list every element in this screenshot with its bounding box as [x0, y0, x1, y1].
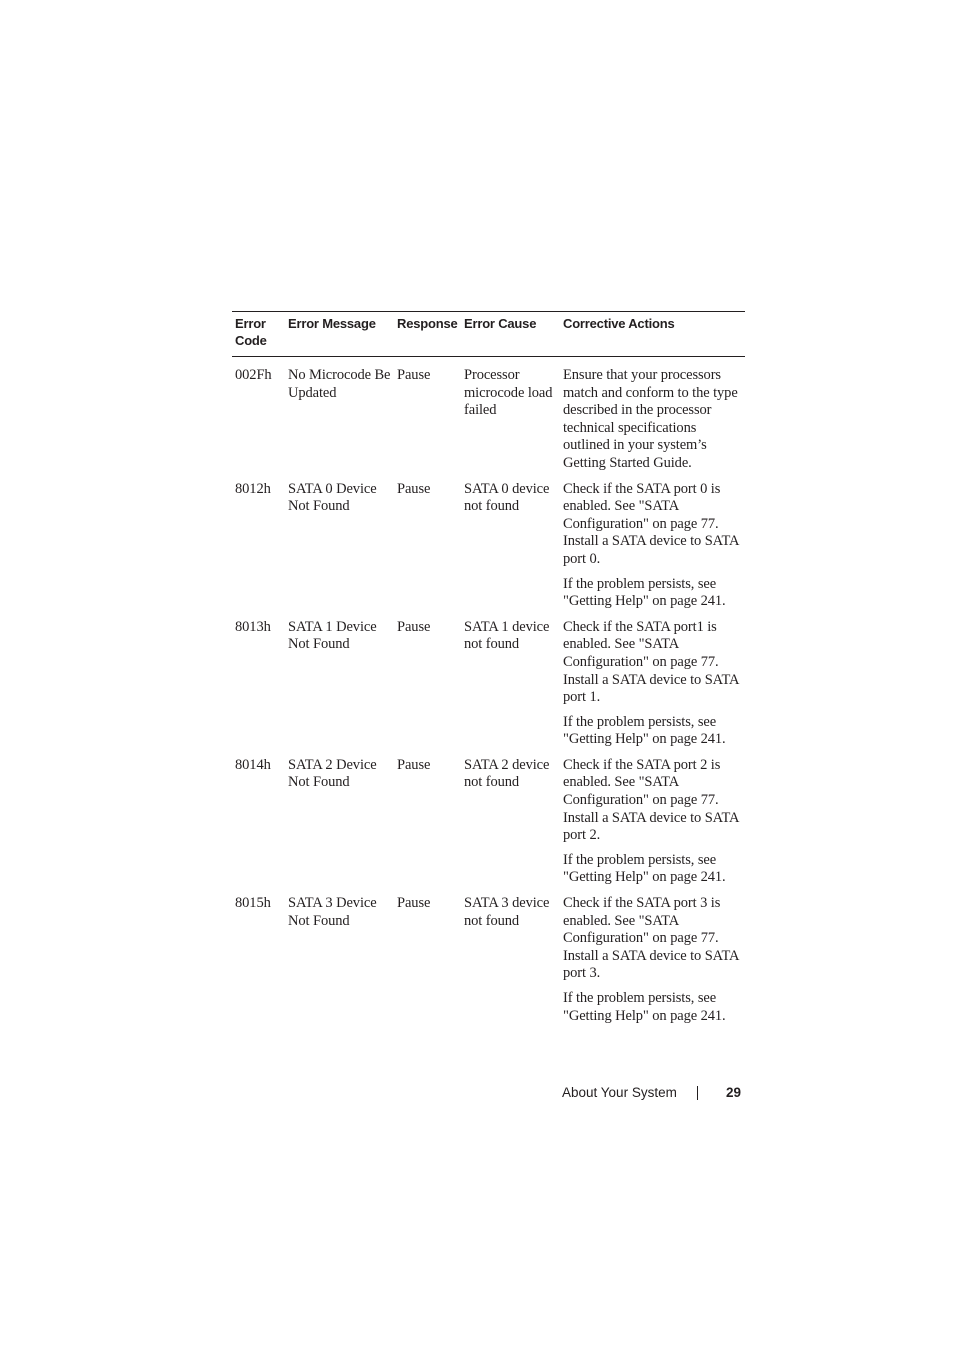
- header-response: Response: [397, 316, 458, 331]
- header-row: [232, 312, 745, 357]
- action-text: If the problem persists, see "Getting Help" on page 241.: [563, 851, 726, 886]
- header-corrective-actions: Corrective Actions: [563, 316, 675, 331]
- error-message: No Microcode Be Updated: [288, 367, 391, 401]
- table-row: [232, 473, 745, 611]
- error-cause: SATA 1 device not found: [464, 618, 550, 653]
- action-text: Check if the SATA port 0 is enabled. See "SATA Configuration" on page 77. Install a SATA device to SATA port 0.: [563, 480, 739, 567]
- action-text: If the problem persists, see "Getting Help" on page 241.: [563, 713, 726, 748]
- header-error-cause: Error Cause: [464, 316, 537, 331]
- action-text: Check if the SATA port 3 is enabled. See "SATA Configuration" on page 77. Install a SATA device to SATA port 3.: [563, 895, 739, 982]
- error-cause: Processor microcode load failed: [464, 367, 553, 419]
- table-row: [232, 611, 745, 749]
- error-cause: SATA 0 device not found: [464, 480, 550, 515]
- action-text: Check if the SATA port 2 is enabled. See "SATA Configuration" on page 77. Install a SATA device to SATA port 2.: [563, 756, 739, 844]
- table-row: [232, 749, 745, 887]
- footer-section-title: About Your System: [562, 1085, 677, 1100]
- corrective-actions: [560, 749, 745, 887]
- table-row: [232, 887, 745, 1025]
- action-text: If the problem persists, see "Getting Help" on page 241.: [563, 990, 726, 1024]
- header-error-code: Error Code: [235, 316, 267, 348]
- corrective-actions: [560, 887, 745, 1025]
- page-footer: [0, 1083, 954, 1103]
- response: Pause: [397, 480, 431, 497]
- error-code: 8013h: [235, 618, 271, 635]
- response: Pause: [397, 367, 431, 383]
- action-text: Ensure that your processors match and conform to the type described in the processor technical specifications outlined in your system’s Getting Started Guide.: [563, 367, 738, 471]
- header-error-message: Error Message: [288, 316, 376, 331]
- error-code: 8012h: [235, 480, 271, 497]
- error-code: 8014h: [235, 756, 271, 773]
- error-codes-table: [232, 311, 745, 1025]
- footer-divider: [697, 1086, 698, 1100]
- error-cause: SATA 3 device not found: [464, 895, 550, 929]
- error-cause: SATA 2 device not found: [464, 756, 550, 791]
- response: Pause: [397, 756, 431, 773]
- error-code: 8015h: [235, 895, 271, 912]
- corrective-actions: [560, 473, 745, 611]
- table-header: [232, 312, 745, 357]
- error-message: SATA 0 Device Not Found: [288, 480, 377, 515]
- error-message: SATA 3 Device Not Found: [288, 895, 377, 929]
- error-code: 002Fh: [235, 367, 272, 383]
- table-body: [232, 357, 745, 1026]
- table-row: [232, 357, 745, 473]
- action-text: Check if the SATA port1 is enabled. See "SATA Configuration" on page 77. Install a SATA device to SATA port 1.: [563, 618, 739, 706]
- corrective-actions: [560, 611, 745, 749]
- corrective-actions: [560, 357, 745, 473]
- action-text: If the problem persists, see "Getting Help" on page 241.: [563, 575, 726, 610]
- response: Pause: [397, 895, 431, 912]
- response: Pause: [397, 618, 431, 635]
- page-number: 29: [726, 1085, 742, 1100]
- error-message: SATA 1 Device Not Found: [288, 618, 377, 653]
- error-message: SATA 2 Device Not Found: [288, 756, 377, 791]
